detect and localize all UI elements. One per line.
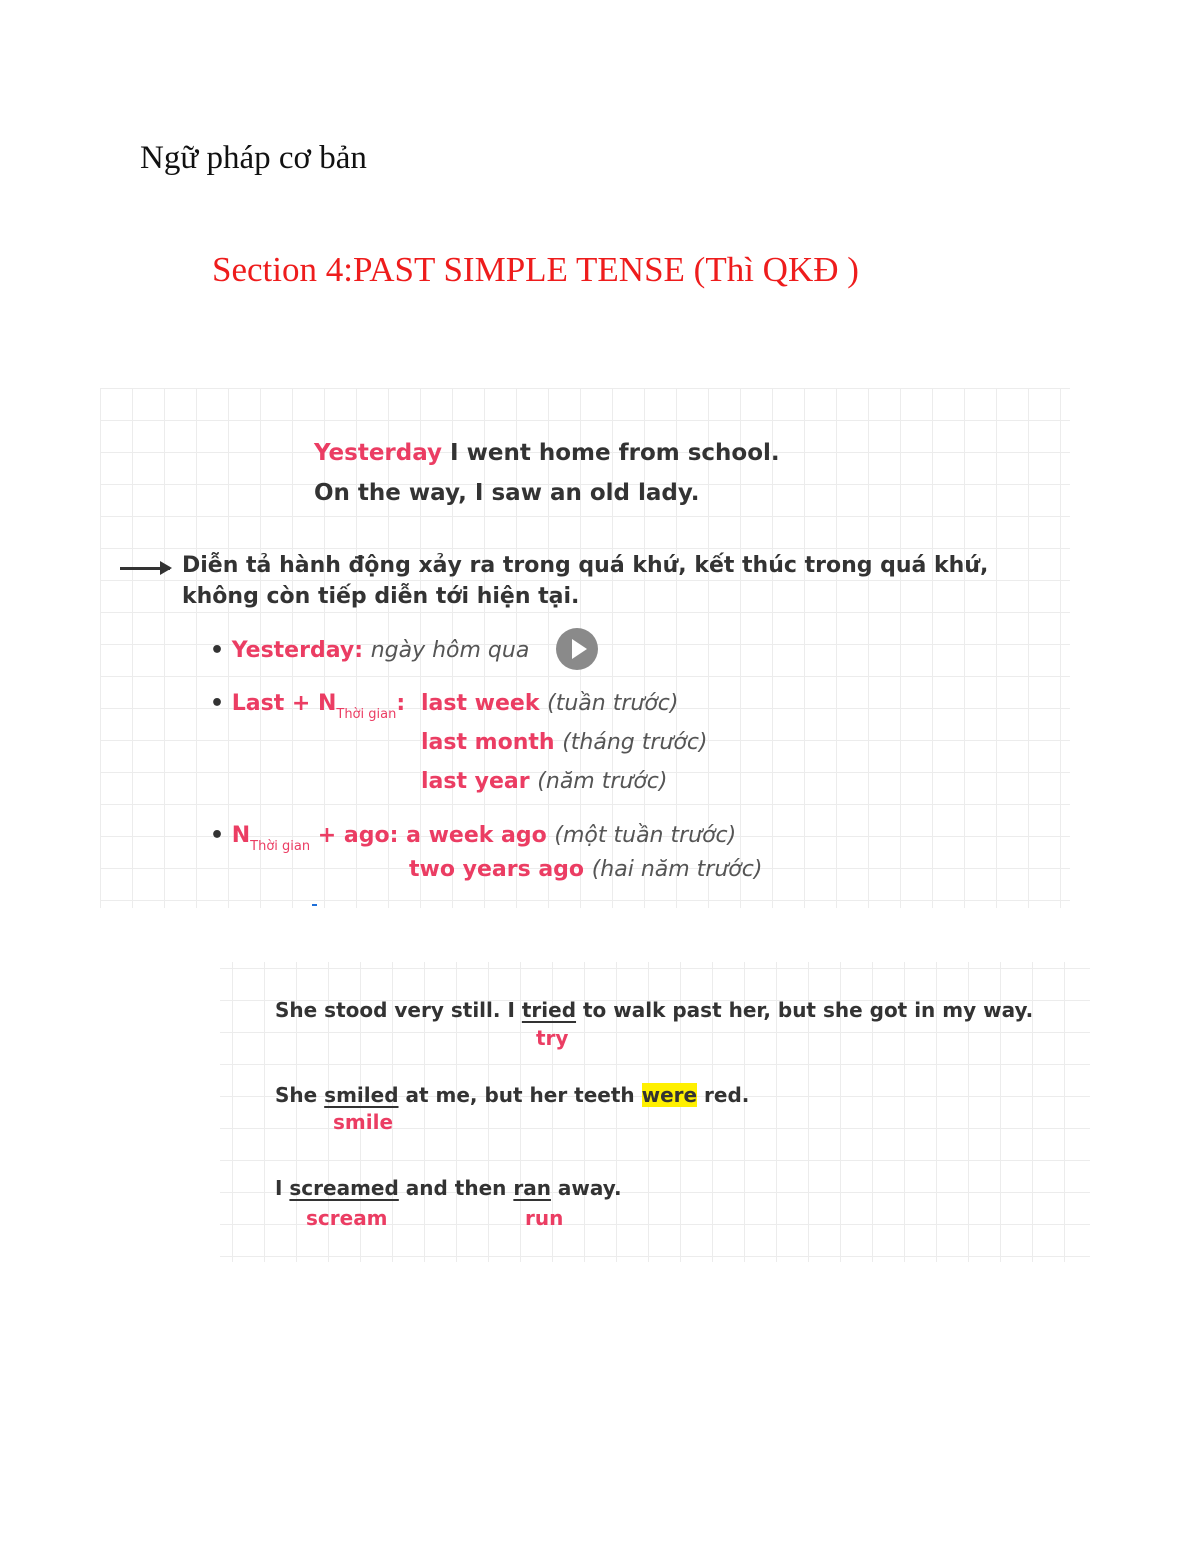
section-title: Section 4:PAST SIMPLE TENSE (Thì QKĐ ) — [212, 250, 859, 289]
last-item-phrase: last week — [421, 691, 540, 716]
last-item-phrase: last month — [421, 730, 555, 755]
sentence-1-before: She stood very still. I — [275, 998, 522, 1022]
bullet-last-colon: : — [396, 691, 406, 716]
bullet-dot: • — [210, 691, 225, 716]
example-line-1-rest: I went home from school. — [442, 440, 780, 466]
last-item-meaning: (tháng trước) — [562, 730, 708, 755]
sentence-1-after: to walk past her, but she got in my way. — [576, 998, 1034, 1022]
bullet-ago-suffix: + ago: — [317, 823, 399, 848]
ago-item-meaning: (một tuần trước) — [554, 823, 737, 848]
bullet-yesterday-meaning: ngày hôm qua — [370, 638, 530, 663]
ago-item-phrase: two years ago — [409, 857, 585, 882]
sentence-3-verb-2: ran — [513, 1176, 551, 1200]
bullet-last-term: Last + N — [231, 691, 337, 716]
bullet-dot: • — [210, 638, 225, 663]
stray-mark — [312, 904, 317, 906]
last-item-phrase: last year — [421, 769, 530, 794]
sentence-1-verb: tried — [521, 998, 577, 1022]
last-item-3 — [421, 769, 667, 794]
example-line-1 — [314, 440, 780, 466]
last-item-meaning: (tuần trước) — [547, 691, 679, 716]
sentence-3-middle: and then — [398, 1176, 514, 1200]
sentence-3-after: away. — [550, 1176, 622, 1200]
last-item-2 — [421, 730, 708, 755]
ago-item-2 — [409, 857, 762, 882]
bullet-ago-subscript: Thời gian — [250, 839, 311, 854]
sentence-2-verb: smiled — [324, 1083, 399, 1107]
sentence-1-base: try — [536, 1026, 569, 1050]
bullet-last-subscript: Thời gian — [336, 707, 397, 722]
sentence-3 — [275, 1176, 622, 1200]
sentence-1 — [275, 998, 1033, 1022]
example-highlight: Yesterday — [314, 440, 443, 466]
bullet-ago-term: N — [231, 823, 251, 848]
sentence-2-after: red. — [697, 1083, 750, 1107]
sentence-2-before: She — [275, 1083, 325, 1107]
play-icon[interactable] — [556, 628, 598, 670]
last-item-1 — [421, 691, 678, 716]
definition-line-1: Diễn tả hành động xảy ra trong quá khứ, kết thúc trong quá khứ, — [182, 553, 989, 578]
last-item-meaning: (năm trước) — [537, 769, 668, 794]
bullet-yesterday — [210, 638, 529, 663]
ago-item-meaning: (hai năm trước) — [591, 857, 763, 882]
sentence-2-base: smile — [333, 1110, 394, 1134]
example-line-2: On the way, I saw an old lady. — [314, 480, 700, 506]
arrow-head-icon — [160, 561, 172, 575]
document-heading: Ngữ pháp cơ bản — [140, 140, 367, 176]
sentence-3-base-2: run — [525, 1206, 564, 1230]
ago-item-phrase: a week ago — [406, 823, 547, 848]
sentence-3-base-1: scream — [306, 1206, 388, 1230]
bullet-yesterday-term: Yesterday: — [231, 638, 364, 663]
sentence-2-middle: at me, but her teeth — [398, 1083, 642, 1107]
sentence-2 — [275, 1083, 749, 1107]
sentence-3-verb-1: screamed — [289, 1176, 399, 1200]
bullet-ago — [210, 823, 737, 854]
definition-line-2: không còn tiếp diễn tới hiện tại. — [182, 584, 580, 609]
bullet-last — [210, 691, 406, 722]
bullet-dot: • — [210, 823, 225, 848]
sentence-3-before: I — [275, 1176, 290, 1200]
sentence-2-highlight: were — [641, 1083, 698, 1107]
